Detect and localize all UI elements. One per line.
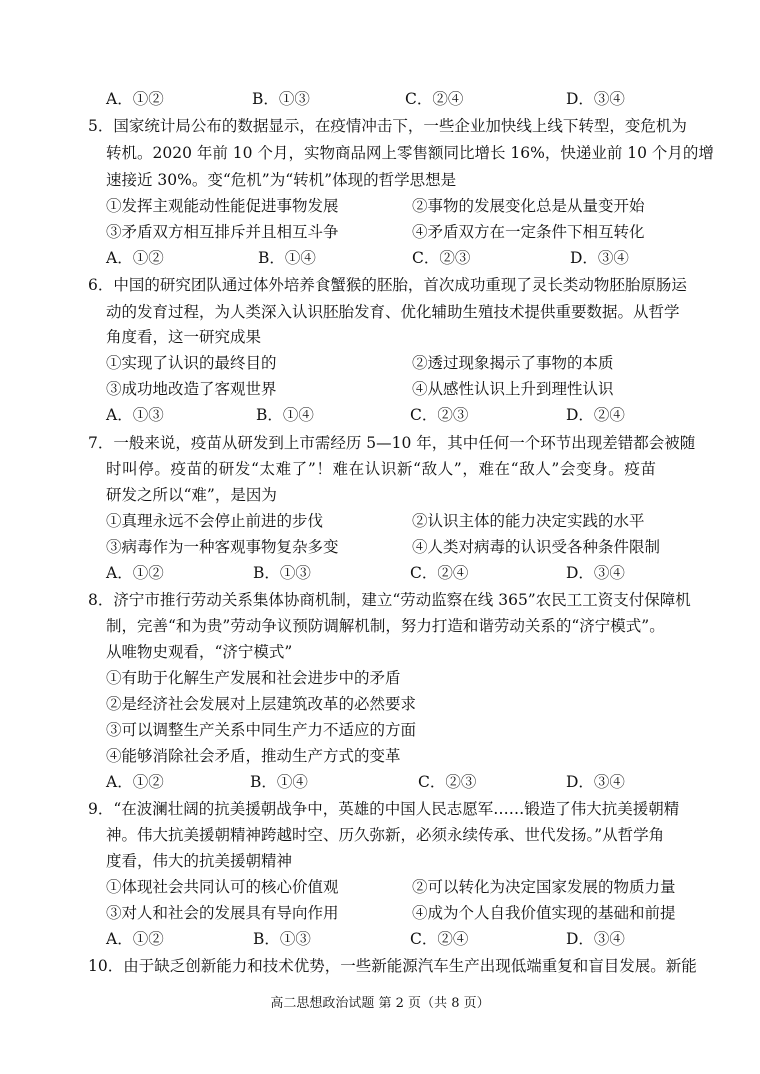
q8-choice-a: A．①②: [106, 773, 164, 791]
q6-choice-b: B．①④: [256, 406, 314, 424]
q4-choice-d: D．③④: [566, 90, 625, 108]
q8-choice-b: B．①④: [250, 773, 308, 791]
q5-choice-b: B．①④: [258, 249, 316, 267]
q9-option-2: ②可以转化为决定国家发展的物质力量: [412, 878, 676, 896]
q9-option-3: ③对人和社会的发展具有导向作用: [106, 904, 339, 922]
q9-choice-c: C．②④: [410, 930, 469, 948]
q6-line-3: 角度看，这一研究成果: [106, 328, 262, 346]
q9-choice-d: D．③④: [566, 930, 625, 948]
q8-line-3: 从唯物史观看，“济宁模式”: [106, 643, 293, 661]
q6-choice-d: D．②④: [566, 406, 625, 424]
q7-choice-c: C．②④: [410, 564, 469, 582]
q9-line-2: 神。伟大抗美援朝精神跨越时空、历久弥新，必须永续传承、世代发扬。”从哲学角: [106, 826, 665, 844]
q7-choice-d: D．③④: [566, 564, 625, 582]
q9-choice-a: A．①②: [106, 930, 164, 948]
q6-option-3: ③成功地改造了客观世界: [106, 380, 277, 398]
q8-option-4: ④能够消除社会矛盾，推动生产方式的变革: [106, 747, 401, 765]
q4-choice-c: C．②④: [405, 90, 464, 108]
page-footer: 高二思想政治试题 第 2 页（共 8 页）: [270, 996, 490, 1011]
q6-option-2: ②透过现象揭示了事物的本质: [412, 354, 614, 372]
q9-choice-b: B．①③: [253, 930, 311, 948]
q7-option-3: ③病毒作为一种客观事物复杂多变: [106, 538, 339, 556]
q9-option-4: ④成为个人自我价值实现的基础和前提: [412, 904, 676, 922]
q7-line-1: 7．一般来说，疫苗从研发到上市需经历 5—10 年，其中任何一个环节出现差错都会被随: [88, 434, 696, 452]
q5-line-2: 转机。2020 年前 10 个月，实物商品网上零售额同比增长 16%，快递业前 10 个月的增: [106, 144, 714, 162]
q5-line-3: 速接近 30%。变“危机”为“转机”体现的哲学思想是: [106, 171, 457, 189]
q6-line-2: 动的发育过程，为人类深入认识胚胎发育、优化辅助生殖技术提供重要数据。从哲学: [106, 303, 680, 321]
q5-option-3: ③矛盾双方相互排斥并且相互斗争: [106, 223, 339, 241]
q9-line-3: 度看，伟大的抗美援朝精神: [106, 852, 293, 870]
q7-choice-b: B．①③: [253, 564, 311, 582]
q6-choice-a: A．①③: [106, 406, 164, 424]
q5-line-1: 5．国家统计局公布的数据显示，在疫情冲击下，一些企业加快线上线下转型，变危机为: [88, 117, 687, 135]
q7-line-2: 时叫停。疫苗的研发“太难了”！难在认识新“敌人”，难在“敌人”会变身。疫苗: [106, 460, 657, 478]
q6-line-1: 6．中国的研究团队通过体外培养食蟹猴的胚胎，首次成功重现了灵长类动物胚胎原肠运: [88, 276, 687, 294]
q5-choice-c: C．②③: [412, 249, 471, 267]
q5-choice-d: D．③④: [570, 249, 629, 267]
q9-option-1: ①体现社会共同认可的核心价值观: [106, 878, 339, 896]
q7-option-4: ④人类对病毒的认识受各种条件限制: [412, 538, 661, 556]
q7-option-2: ②认识主体的能力决定实践的水平: [412, 512, 645, 530]
q6-option-4: ④从感性认识上升到理性认识: [412, 380, 614, 398]
q8-line-2: 制，完善“和为贵”劳动争议预防调解机制，努力打造和谐劳动关系的“济宁模式”。: [106, 617, 665, 635]
q8-line-1: 8．济宁市推行劳动关系集体协商机制，建立“劳动监察在线 365”农民工工资支付保障机: [88, 591, 691, 609]
q5-choice-a: A．①②: [106, 249, 164, 267]
q5-option-1: ①发挥主观能动性能促进事物发展: [106, 197, 339, 215]
q4-choice-a: A．①②: [106, 90, 164, 108]
q7-choice-a: A．①②: [106, 564, 164, 582]
q8-option-2: ②是经济社会发展对上层建筑改革的必然要求: [106, 695, 417, 713]
q6-option-1: ①实现了认识的最终目的: [106, 354, 277, 372]
q8-option-3: ③可以调整生产关系中同生产力不适应的方面: [106, 721, 417, 739]
q8-choice-d: D．③④: [566, 773, 625, 791]
q7-option-1: ①真理永远不会停止前进的步伐: [106, 512, 324, 530]
q8-option-1: ①有助于化解生产发展和社会进步中的矛盾: [106, 669, 401, 687]
q5-option-2: ②事物的发展变化总是从量变开始: [412, 197, 645, 215]
q4-choice-b: B．①③: [252, 90, 310, 108]
q7-line-3: 研发之所以“难”，是因为: [106, 486, 277, 504]
q8-choice-c: C．②③: [418, 773, 477, 791]
q10-line-1: 10．由于缺乏创新能力和技术优势，一些新能源汽车生产出现低端重复和盲目发展。新能: [88, 957, 697, 975]
q9-line-1: 9．“在波澜壮阔的抗美援朝战争中，英雄的中国人民志愿军……锻造了伟大抗美援朝精: [88, 800, 680, 818]
q5-option-4: ④矛盾双方在一定条件下相互转化: [412, 223, 645, 241]
q6-choice-c: C．②③: [410, 406, 469, 424]
